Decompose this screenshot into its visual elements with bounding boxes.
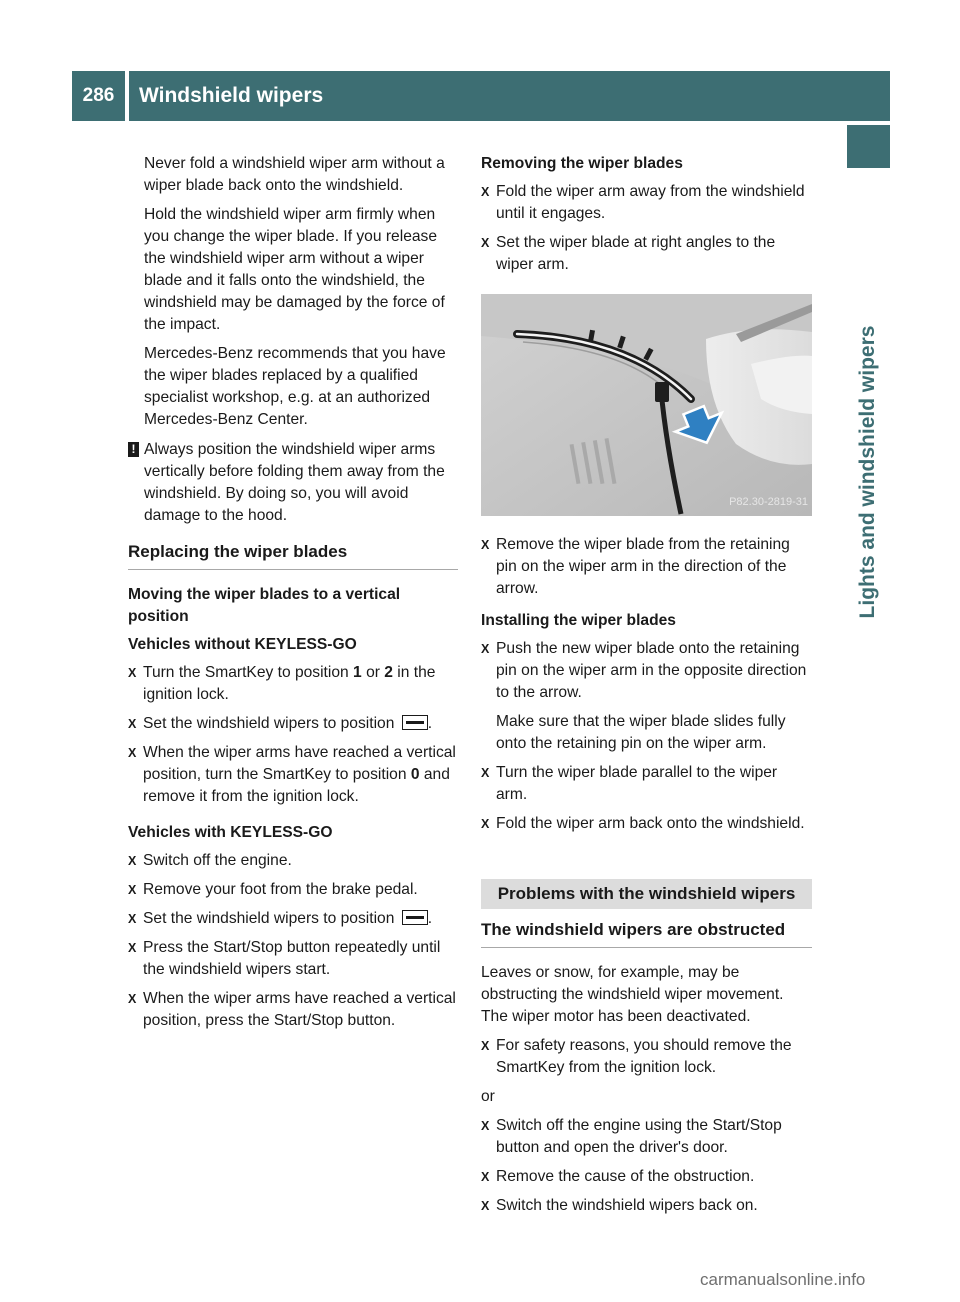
page-header: [72, 71, 890, 121]
instruction-step: X Switch off the engine using the Start/Stop button and open the driver's door.: [481, 1115, 812, 1159]
sub-heading: Removing the wiper blades: [481, 155, 683, 172]
left-column: [128, 153, 458, 1039]
side-tab-block: [847, 125, 890, 168]
problems-heading: Problems with the windshield wipers: [481, 879, 812, 909]
sub-heading: Installing the wiper blades: [481, 612, 676, 629]
instruction-step: X Set the windshield wipers to position .: [128, 713, 458, 735]
wiper-blade-illustration: [481, 294, 812, 516]
note-paragraph: Hold the windshield wiper arm firmly when you change the wiper blade. If you release the windshield wiper arm without a wiper blade and it falls onto the windshield, the windshield may be damaged by the force of the impact.: [144, 206, 445, 333]
instruction-step: X Turn the wiper blade parallel to the wiper arm.: [481, 762, 812, 806]
instruction-step: X Set the windshield wipers to position .: [128, 908, 458, 930]
instruction-step: X When the wiper arms have reached a vertical position, turn the SmartKey to position 0 and remove it from the ignition lock.: [128, 742, 458, 808]
page-title: Windshield wipers: [129, 71, 890, 121]
instruction-step: X Press the Start/Stop button repeatedly until the windshield wipers start.: [128, 937, 458, 981]
body-paragraph: Leaves or snow, for example, may be obstructing the windshield wiper movement. The wiper motor has been deactivated.: [481, 964, 784, 1025]
warning-text: Always position the windshield wiper arms vertically before folding them away from the windshield. By doing so, you will avoid damage to the hood.: [144, 441, 445, 524]
sub-heading: Moving the wiper blades to a vertical position: [128, 586, 401, 625]
wiper-off-symbol-icon: [402, 910, 428, 925]
warning-icon: !: [128, 442, 139, 457]
page-number: 286: [72, 71, 125, 121]
group-heading: Vehicles with KEYLESS-GO: [128, 824, 333, 841]
instruction-step: X Fold the wiper arm away from the windshield until it engages.: [481, 181, 812, 225]
wiper-off-symbol-icon: [402, 715, 428, 730]
instruction-step: X Remove the wiper blade from the retaining pin on the wiper arm in the direction of the arrow.: [481, 534, 812, 600]
instruction-step: X Push the new wiper blade onto the retaining pin on the wiper arm in the opposite direction to the arrow.: [481, 638, 812, 704]
note-paragraph: Mercedes-Benz recommends that you have the wiper blades replaced by a qualified specialist workshop, e.g. at an authorized Mercedes-Benz Center.: [144, 345, 446, 428]
instruction-step: X Set the wiper blade at right angles to the wiper arm.: [481, 232, 812, 276]
wiper-blade-figure: [481, 294, 812, 516]
instruction-step: X Turn the SmartKey to position 1 or 2 in the ignition lock.: [128, 662, 458, 706]
watermark: carmanualsonline.info: [700, 1270, 866, 1289]
or-text: or: [481, 1088, 495, 1105]
instruction-step: X Switch off the engine.: [128, 850, 458, 872]
side-tab-label: Lights and windshield wipers: [856, 325, 879, 619]
step-note: Make sure that the wiper blade slides fully onto the retaining pin on the wiper arm.: [496, 713, 786, 752]
section-heading: Replacing the wiper blades: [128, 541, 458, 570]
instruction-step: X Remove your foot from the brake pedal.: [128, 879, 458, 901]
figure-code: P82.30-2819-31: [729, 496, 808, 508]
right-column: [481, 153, 812, 1224]
instruction-step: X For safety reasons, you should remove the SmartKey from the ignition lock.: [481, 1035, 812, 1079]
instruction-step: X Remove the cause of the obstruction.: [481, 1166, 812, 1188]
instruction-step: X Switch the windshield wipers back on.: [481, 1195, 812, 1217]
instruction-step: X When the wiper arms have reached a vertical position, press the Start/Stop button.: [128, 988, 458, 1032]
group-heading: Vehicles without KEYLESS-GO: [128, 636, 357, 653]
instruction-step: X Fold the wiper arm back onto the windshield.: [481, 813, 812, 835]
note-paragraph: Never fold a windshield wiper arm without a wiper blade back onto the windshield.: [144, 155, 445, 194]
section-heading: The windshield wipers are obstructed: [481, 919, 812, 948]
warning-note: [128, 439, 458, 527]
